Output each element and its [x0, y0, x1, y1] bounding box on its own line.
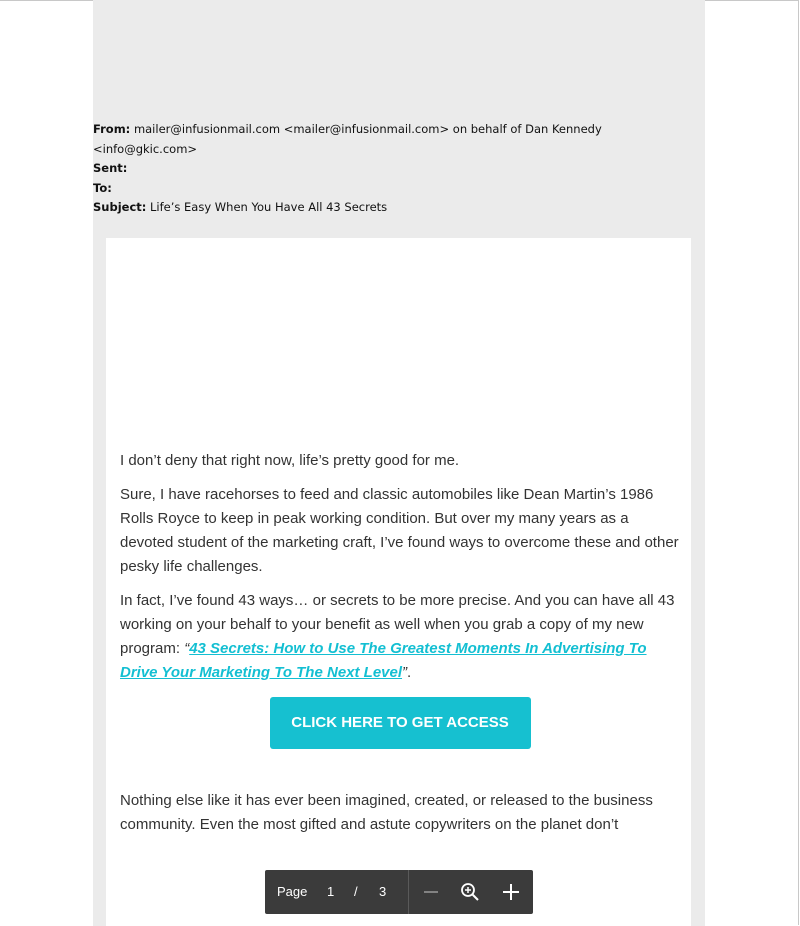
email-header: [93, 120, 633, 218]
email-body: [120, 449, 680, 847]
to-line: [93, 179, 633, 199]
page-label: Page: [277, 884, 308, 899]
subject-value: Life’s Easy When You Have All 43 Secrets: [150, 200, 388, 214]
subject-label: Subject:: [93, 200, 147, 214]
from-line-cont: <info@gkic.com>: [93, 141, 198, 156]
from-value: mailer@infusionmail.com <mailer@infusionmail.com> on behalf of Dan Kennedy: [133, 122, 602, 136]
program-link[interactable]: 43 Secrets: How to Use The Greatest Moments In Advertising To Drive Your Marketing To The Next Level: [120, 640, 647, 681]
cta-wrapper: [120, 697, 680, 789]
paragraph-3-text: In fact, I’ve found 43 ways… or secrets to be more precise. And you can have all 43 working on your behalf to your benefit as well when you grab a copy of my new program:: [120, 592, 675, 657]
current-page-input[interactable]: 1: [327, 884, 335, 899]
pdf-page: [93, 0, 705, 926]
toolbar-divider: [408, 870, 409, 914]
zoom-out-icon[interactable]: [419, 870, 443, 914]
from-label: From:: [93, 122, 131, 136]
subject-line: [93, 198, 633, 218]
paragraph-1: I don’t deny that right now, life’s pretty good for me.: [120, 452, 460, 469]
paragraph-3: [120, 589, 680, 685]
sent-line: [93, 159, 633, 179]
total-pages: 3: [379, 884, 387, 899]
from-line: [93, 120, 633, 140]
zoom-in-icon[interactable]: [499, 870, 523, 914]
to-label: To:: [93, 180, 112, 195]
paragraph-2: Sure, I have racehorses to feed and classic automobiles like Dean Martin’s 1986 Rolls Royce to keep in peak working condition. But over my many years as a devoted student of the marketing craft, I’ve found ways to overcome these and other pesky life challenges.: [120, 486, 679, 575]
open-quote: “: [184, 640, 190, 657]
pdf-toolbar: [265, 870, 533, 914]
sent-label: Sent:: [93, 161, 128, 175]
page-separator: /: [354, 884, 358, 899]
paragraph-3-period: .: [407, 664, 412, 681]
email-body-card: [106, 238, 691, 926]
close-quote: ”: [402, 664, 408, 681]
get-access-button[interactable]: CLICK HERE TO GET ACCESS: [270, 697, 531, 749]
zoom-reset-icon[interactable]: [458, 870, 482, 914]
paragraph-4: Nothing else like it has ever been imagined, created, or released to the business community. Even the most gifted and astute copywriters on the planet don’t: [120, 792, 653, 833]
